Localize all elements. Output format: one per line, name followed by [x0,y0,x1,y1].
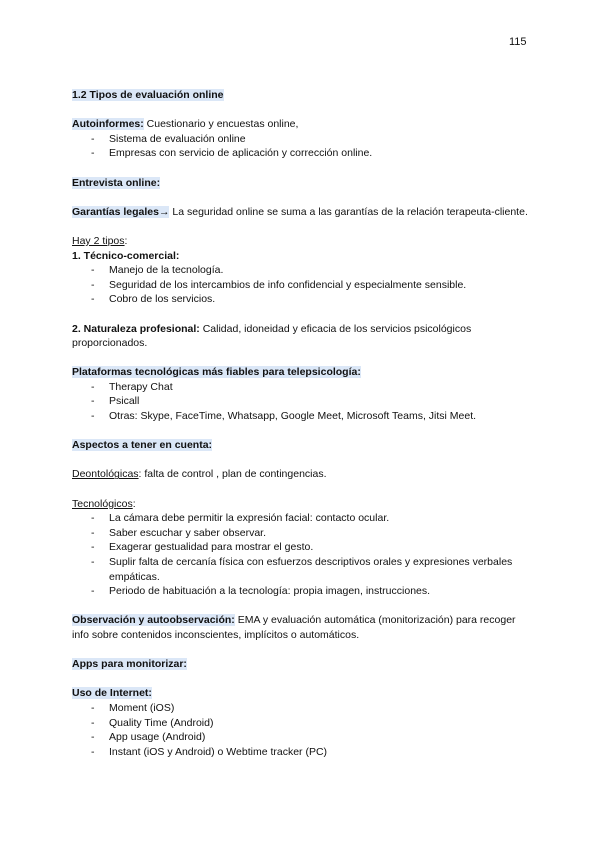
tecnico-heading: 1. Técnico-comercial: [72,249,180,262]
tecnologicos-list [72,511,532,599]
aspectos-heading: Aspectos a tener en cuenta: [72,439,213,452]
plataformas-heading: Plataformas tecnológicas más fiables para telepsicología: [72,366,361,379]
list-item: - Psicall [72,394,532,409]
observacion-paragraph [72,613,532,642]
naturaleza-paragraph [72,322,532,351]
apps-heading: Apps para monitorizar: [72,658,187,671]
tipos-intro-label: Hay 2 tipos [72,234,125,247]
entrevista-heading: Entrevista online: [72,176,161,189]
plataformas-list [72,380,532,424]
tecnologicos-intro [72,497,532,512]
tipos-intro-colon: : [124,234,128,247]
list-item: - Sistema de evaluación online [72,132,532,147]
deontologicas-paragraph [72,467,532,482]
garantias-text: La seguridad online se suma a las garantías de la relación terapeuta-cliente. [169,205,528,218]
list-item: - Periodo de habituación a la tecnología: propia imagen, instrucciones. [72,584,532,599]
observacion-text: EMA y evaluación automática (monitorización) para recoger info sobre contenidos inconscientes, implícitos o automáticos. [72,614,516,641]
autoinformes-paragraph [72,117,532,132]
list-item: - Quality Time (Android) [72,716,532,731]
garantias-paragraph [72,205,532,220]
autoinformes-text: Cuestionario y encuestas online, [143,118,299,131]
list-item: - Seguridad de los intercambios de info confidencial y especialmente sensible. [72,278,532,293]
naturaleza-text: Calidad, idoneidad y eficacia de los servicios psicológicos proporcionados. [72,322,472,350]
internet-heading: Uso de Internet: [72,687,152,700]
list-item: - Moment (iOS) [72,701,532,716]
list-item: - La cámara debe permitir la expresión facial: contacto ocular. [72,511,532,526]
deontologicas-text: : falta de control , plan de contingencias. [138,468,327,481]
section-title: 1.2 Tipos de evaluación online [72,89,224,101]
list-item: - Exagerar gestualidad para mostrar el gesto. [72,540,532,555]
naturaleza-label: 2. Naturaleza profesional: [72,322,200,335]
garantias-label: Garantías legales→ [72,205,170,218]
tecnico-list [72,263,532,307]
tecnologicos-label: Tecnológicos [72,497,133,510]
list-item: - Saber escuchar y saber observar. [72,526,532,541]
list-item: - Therapy Chat [72,380,532,395]
deontologicas-label: Deontológicas [72,468,139,481]
list-item: - Manejo de la tecnología. [72,263,532,278]
list-item: - Instant (iOS y Android) o Webtime tracker (PC) [72,745,532,760]
document-body [72,88,532,759]
observacion-label: Observación y autoobservación: [72,614,235,627]
list-item: - App usage (Android) [72,730,532,745]
tecnologicos-colon: : [132,497,136,510]
list-item: - Empresas con servicio de aplicación y corrección online. [72,146,532,161]
internet-list [72,701,532,759]
autoinformes-label: Autoinformes: [72,118,144,131]
page-number: 115 [509,36,527,48]
list-item: - Otras: Skype, FaceTime, Whatsapp, Google Meet, Microsoft Teams, Jitsi Meet. [72,409,532,424]
list-item: - Suplir falta de cercanía física con esfuerzos descriptivos orales y expresiones verbales empáticas. [72,555,532,584]
autoinformes-list [72,132,532,161]
tipos-intro [72,234,532,249]
list-item: - Cobro de los servicios. [72,292,532,307]
